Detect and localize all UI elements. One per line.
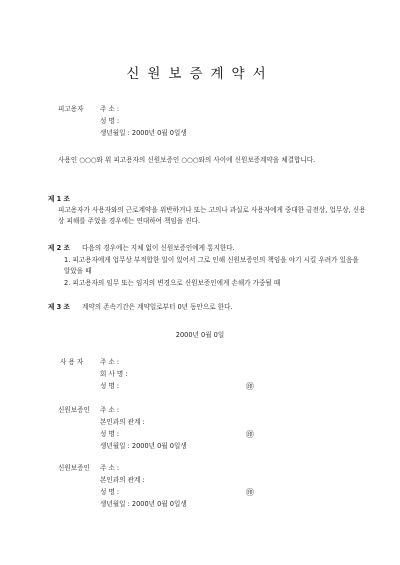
- intro-paragraph: 사용인 ○○○와 위 피고용자의 신원보증인 ○○○와의 사이에 신원보증계약을 체결합니다.: [58, 156, 316, 164]
- employee-role-label: 피고용자: [58, 105, 84, 113]
- guarantor-2-seal-mark: ㊞: [246, 488, 254, 497]
- employer-seal-mark: ㊞: [246, 382, 254, 391]
- guarantor-1-role-label: 신원보증인: [58, 406, 90, 414]
- guarantor-1-address-label: 주 소 :: [100, 406, 120, 414]
- guarantor-1-birth-label: 생년월일 : 2000년 0월 0일생: [100, 442, 187, 450]
- article-1-heading: 제 1 조: [48, 195, 70, 203]
- article-3-body: 계약의 존속기간은 계약일로부터 0년 동안으로 한다.: [82, 303, 233, 311]
- article-2-heading: 제 2 조: [48, 244, 70, 252]
- guarantor-2-relation-label: 본인과의 관계 :: [100, 476, 145, 484]
- employee-birth-label: 생년월일 : 2000년 0월 0일생: [100, 129, 187, 137]
- article-2-item-2: 2. 피고용자의 임무 또는 임지의 변경으로 신원보증인에게 손해가 가중될 때: [64, 279, 281, 287]
- contract-date: 2000년 0월 0일: [175, 331, 225, 339]
- employer-company-label: 회 사 명 :: [100, 370, 128, 378]
- employee-name-label: 성 명 :: [100, 117, 120, 125]
- article-1-body: 피고용자가 사용자와의 근로계약을 위반하거나 또는 고의나 과실로 사용자에게 중대한 금전상, 업무상, 신용상 피해를 주었을 경우에는 연대하여 책임을 진다.: [58, 206, 366, 225]
- article-3-heading: 제 3 조: [48, 303, 70, 311]
- document-title: 신원보증계약서: [126, 66, 274, 82]
- employer-name-label: 성 명 :: [100, 382, 120, 390]
- guarantor-2-name-label: 성 명 :: [100, 488, 120, 496]
- guarantor-1-seal-mark: ㊞: [246, 430, 254, 439]
- guarantor-2-role-label: 신원보증인: [58, 464, 90, 472]
- article-2-item-1: 1. 피고용자에게 업무상 부적합한 일이 있어서 그로 인해 신원보증인의 책임을 야기 시킬 우려가 있음을 알았을 때: [64, 256, 359, 275]
- article-2-lead: 다음의 경우에는 지체 없이 신원보증인에게 통지한다.: [82, 244, 235, 252]
- guarantor-2-address-label: 주 소 :: [100, 464, 120, 472]
- guarantor-2-birth-label: 생년월일 : 2000년 0월 0일생: [100, 500, 187, 508]
- employer-address-label: 주 소 :: [100, 358, 120, 366]
- employer-role-label: 사 용 자: [60, 358, 84, 366]
- guarantor-1-name-label: 성 명 :: [100, 430, 120, 438]
- guarantor-1-relation-label: 본인과의 관계 :: [100, 418, 145, 426]
- employee-address-label: 주 소 :: [100, 105, 120, 113]
